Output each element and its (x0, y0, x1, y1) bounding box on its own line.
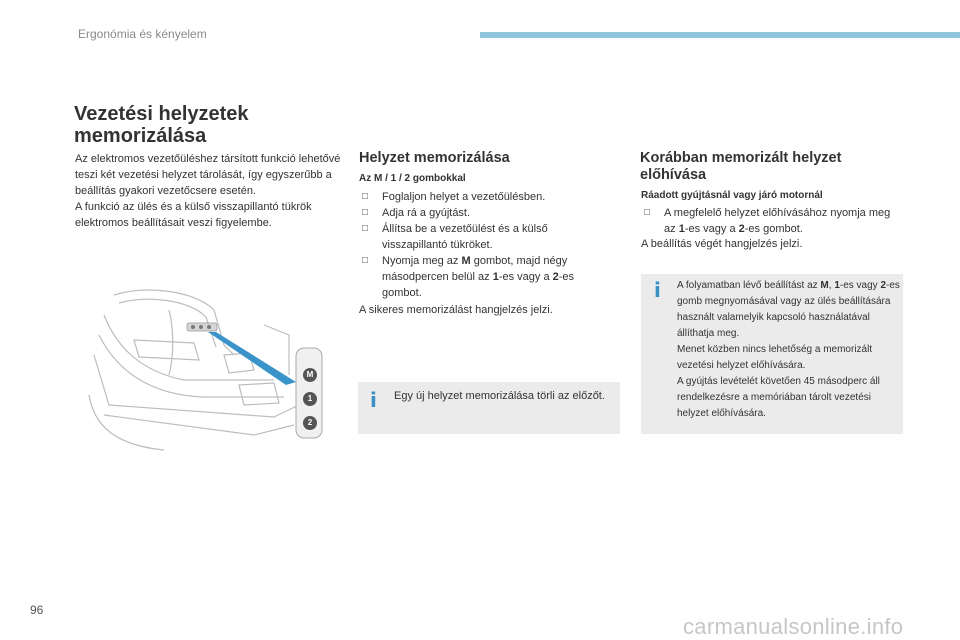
seat-illustration-svg (74, 285, 334, 455)
recall-info-segment: M (820, 280, 829, 291)
memorize-steps-list (359, 189, 614, 301)
recall-note: A beállítás végét hangjelzés jelzi. (641, 238, 803, 250)
memorize-step (359, 221, 614, 253)
memorize-step-segment: -es vagy a (498, 271, 553, 283)
recall-step-segment: 1 (678, 223, 685, 235)
recall-info-segment: 2 (880, 280, 887, 291)
checkbox-bullet-icon: □ (362, 191, 369, 202)
recall-heading: Korábban memorizált helyzet előhívása (640, 150, 842, 183)
memory-button-1 (303, 392, 317, 406)
memory-button-m (303, 368, 317, 382)
memorize-step (359, 189, 614, 205)
checkbox-bullet-icon: □ (362, 207, 369, 218)
recall-info-segment: 1 (834, 280, 840, 291)
memorize-note: A sikeres memorizálást hangjelzés jelzi. (359, 304, 553, 316)
memorize-step-segment: Állítsa be a vezetőülést és a külső visszapillantó tükröket. (382, 223, 548, 251)
info-box-recall (641, 274, 903, 434)
memorize-step (359, 205, 614, 221)
memorize-step-segment: M (461, 255, 471, 267)
memorize-subheading: Az M / 1 / 2 gombokkal (359, 173, 466, 184)
memorize-step-segment: 2 (552, 271, 559, 283)
memorize-step-segment: 1 (492, 271, 499, 283)
memorize-step-segment: Adja rá a gyújtást. (382, 207, 471, 219)
memorize-heading: Helyzet memorizálása (359, 150, 510, 166)
recall-steps-list (641, 205, 901, 237)
memory-button-2-label: 2 (307, 418, 313, 427)
info-text-recall (677, 278, 901, 422)
memorize-step-segment: Foglaljon helyet a vezetőülésben. (382, 191, 546, 203)
memorize-step-segment: Nyomja meg az (382, 255, 462, 267)
memory-button-1-label: 1 (307, 394, 313, 403)
seat-memory-illustration (74, 285, 334, 455)
recall-step-segment: A megfelelő helyzet előhívásához nyomja meg az (664, 207, 891, 235)
recall-step-segment: 2 (738, 223, 745, 235)
checkbox-bullet-icon: □ (362, 223, 369, 234)
info-icon: i (370, 388, 377, 412)
watermark: carmanualsonline.info (683, 614, 904, 639)
recall-step (641, 205, 901, 237)
page-number: 96 (30, 603, 44, 617)
header-accent-bar (480, 32, 960, 38)
memorize-step-segment: -es gombot. (382, 271, 575, 299)
recall-subheading: Ráadott gyújtásnál vagy járó motornál (641, 190, 823, 201)
checkbox-bullet-icon: □ (644, 207, 651, 218)
recall-step-segment: -es gombot. (744, 223, 803, 235)
section-title: Ergonómia és kényelem (78, 27, 207, 41)
recall-info-segment: -es vagy (839, 280, 881, 291)
info-box-memorize (358, 382, 620, 434)
page-title: Vezetési helyzetek memorizálása (74, 103, 249, 147)
memory-button-m-label: M (306, 370, 314, 379)
recall-info-segment: , (828, 280, 835, 291)
recall-info-segment: -es gomb megnyomásával vagy az ülés beállítására használt valamelyik kapcsoló használatával állíthatja meg. Menet közben nincs lehetőség a memorizált vezetési helyzet előhívására. A gyújtás levételét követően 45 másodperc áll rendelkezésre a memóriában tárolt vezetési helyzet előhívására. (677, 280, 900, 419)
checkbox-bullet-icon: □ (362, 255, 369, 266)
recall-info-segment: A folyamatban lévő beállítást az (677, 280, 821, 291)
intro-text: Az elektromos vezetőüléshez társított funkció lehetővé teszi két vezetési helyzet tárolását, így egyszerűbb a beállítás gyakori vezetőcsere esetén. A funkció az ülés és a külső visszapillantó tükrök elektromos beállításait veszi figyelembe. (75, 153, 341, 229)
memorize-step-segment: gombot, majd négy másodpercen belül az (382, 255, 568, 283)
info-icon: i (654, 278, 661, 302)
memory-button-2 (303, 416, 317, 430)
memorize-step (359, 253, 614, 301)
recall-step-segment: -es vagy a (684, 223, 739, 235)
info-text-memorize: Egy új helyzet memorizálása törli az előzőt. (394, 390, 605, 402)
